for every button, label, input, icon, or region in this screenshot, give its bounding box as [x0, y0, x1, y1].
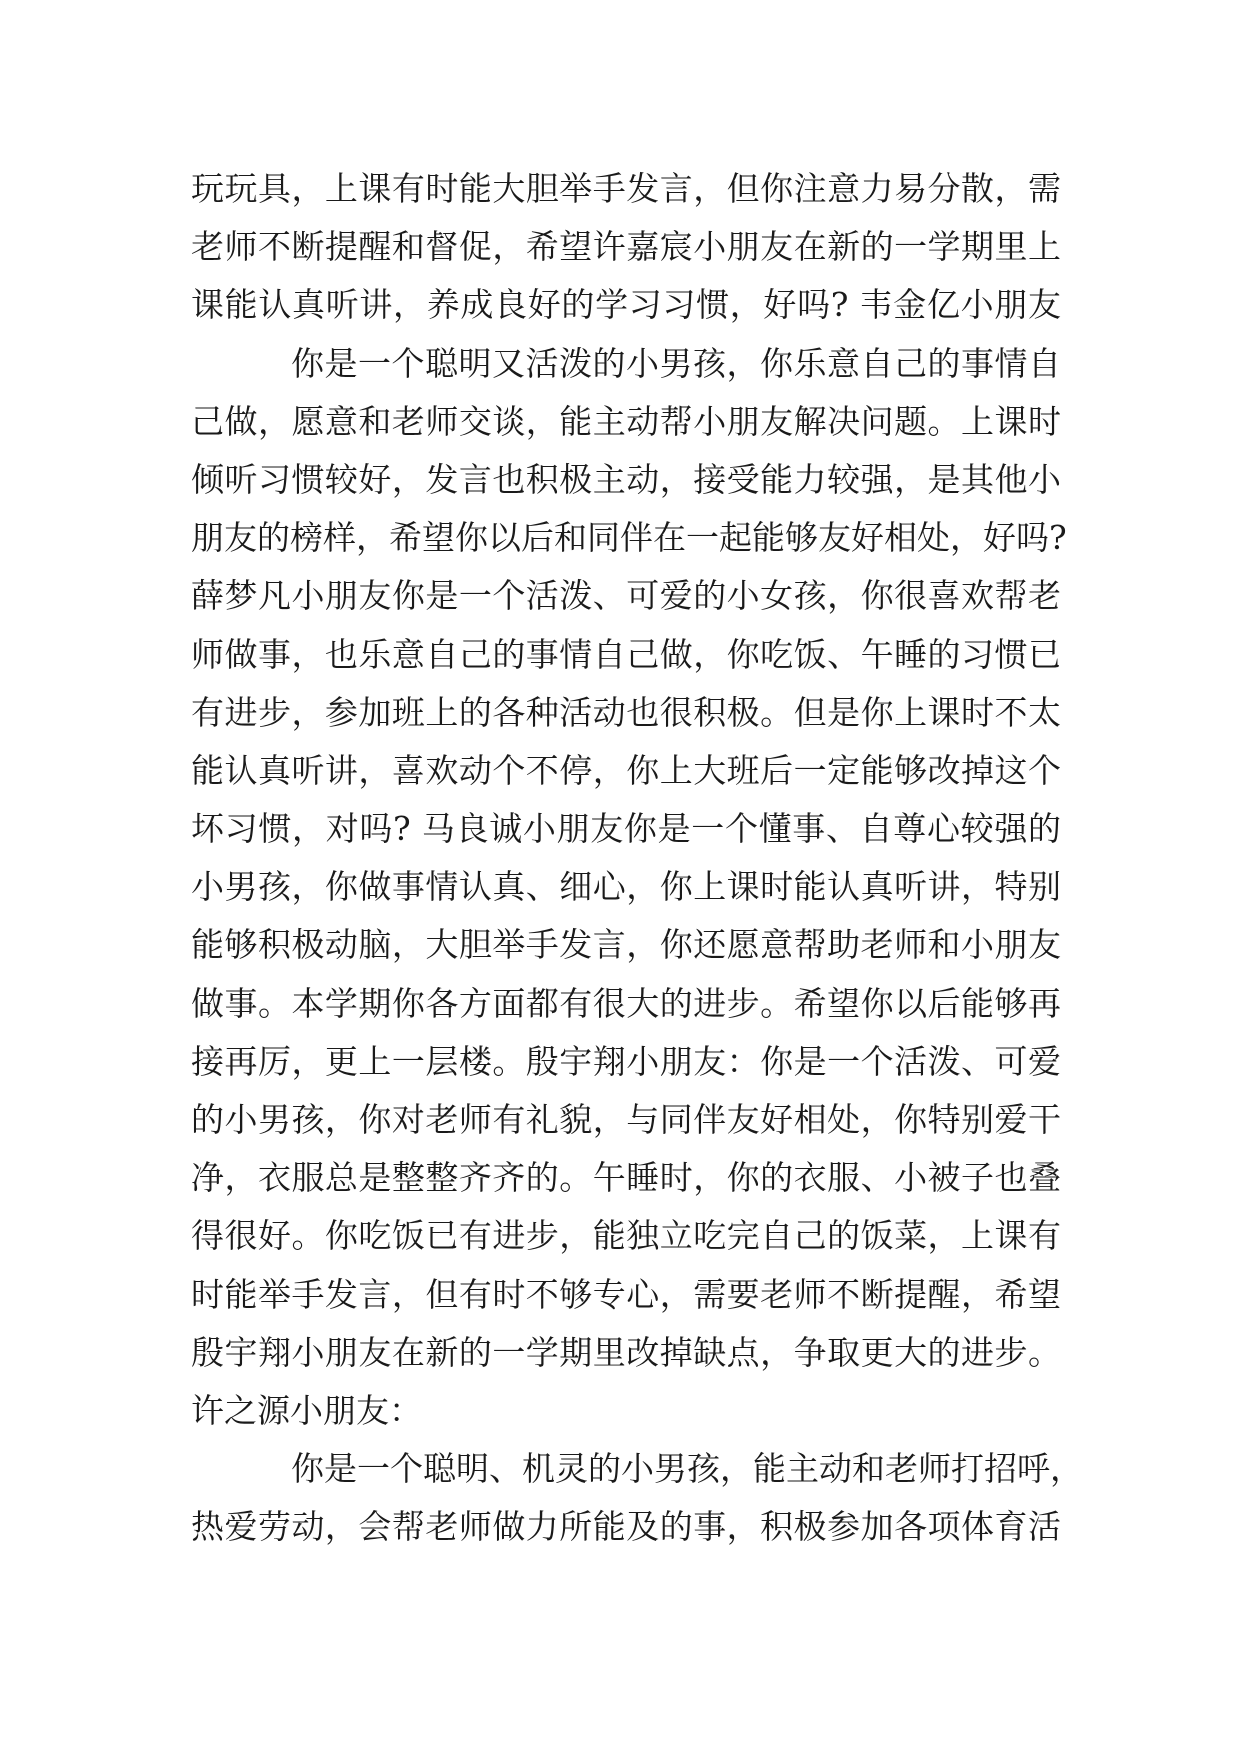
text-line: 你是一个聪明又活泼的小男孩，你乐意自己的事情自 [291, 343, 1061, 383]
text-line: 时能举手发言，但有时不够专心，需要老师不断提醒，希望 [191, 1274, 1061, 1314]
text-line: 老师不断提醒和督促，希望许嘉宸小朋友在新的一学期里上 [191, 227, 1061, 267]
text-line: 殷宇翔小朋友在新的一学期里改掉缺点，争取更大的进步。 [191, 1332, 1061, 1372]
text-line: 热爱劳动，会帮老师做力所能及的事，积极参加各项体育活 [191, 1507, 1061, 1547]
text-line: 的小男孩，你对老师有礼貌，与同伴友好相处，你特别爱干 [191, 1100, 1061, 1139]
text-line: 坏习惯，对吗? 马良诚小朋友你是一个懂事、自尊心较强的 [191, 809, 1061, 849]
text-line: 课能认真听讲，养成良好的学习习惯，好吗? 韦金亿小朋友 [191, 285, 1061, 325]
text-line: 能够积极动脑，大胆举手发言，你还愿意帮助老师和小朋友 [191, 925, 1061, 965]
text-line: 己做，愿意和老师交谈，能主动帮小朋友解决问题。上课时 [191, 401, 1061, 441]
text-line: 能认真听讲，喜欢动个不停，你上大班后一定能够改掉这个 [191, 750, 1061, 790]
text-line: 小男孩，你做事情认真、细心，你上课时能认真听讲，特别 [191, 867, 1061, 907]
text-line: 得很好。你吃饭已有进步，能独立吃完自己的饭菜，上课有 [191, 1216, 1061, 1256]
text-line: 玩玩具，上课有时能大胆举手发言，但你注意力易分散，需 [191, 169, 1061, 208]
text-line: 你是一个聪明、机灵的小男孩，能主动和老师打招呼， [291, 1449, 1083, 1489]
text-line: 做事。本学期你各方面都有很大的进步。希望你以后能够再 [191, 983, 1061, 1023]
text-line: 净，衣服总是整整齐齐的。午睡时，你的衣服、小被子也叠 [191, 1158, 1061, 1198]
text-line: 薛梦凡小朋友你是一个活泼、可爱的小女孩，你很喜欢帮老 [191, 576, 1061, 616]
text-line: 有进步，参加班上的各种活动也很积极。但是你上课时不太 [191, 692, 1061, 732]
text-line: 朋友的榜样，希望你以后和同伴在一起能够友好相处，好吗? [191, 518, 1067, 558]
text-line: 许之源小朋友： [191, 1390, 422, 1430]
text-line: 师做事，也乐意自己的事情自己做，你吃饭、午睡的习惯已 [191, 634, 1061, 674]
body-text [191, 160, 1083, 1557]
text-line: 倾听习惯较好，发言也积极主动，接受能力较强，是其他小 [191, 459, 1061, 499]
text-line: 接再厉，更上一层楼。殷宇翔小朋友：你是一个活泼、可爱 [191, 1041, 1061, 1081]
